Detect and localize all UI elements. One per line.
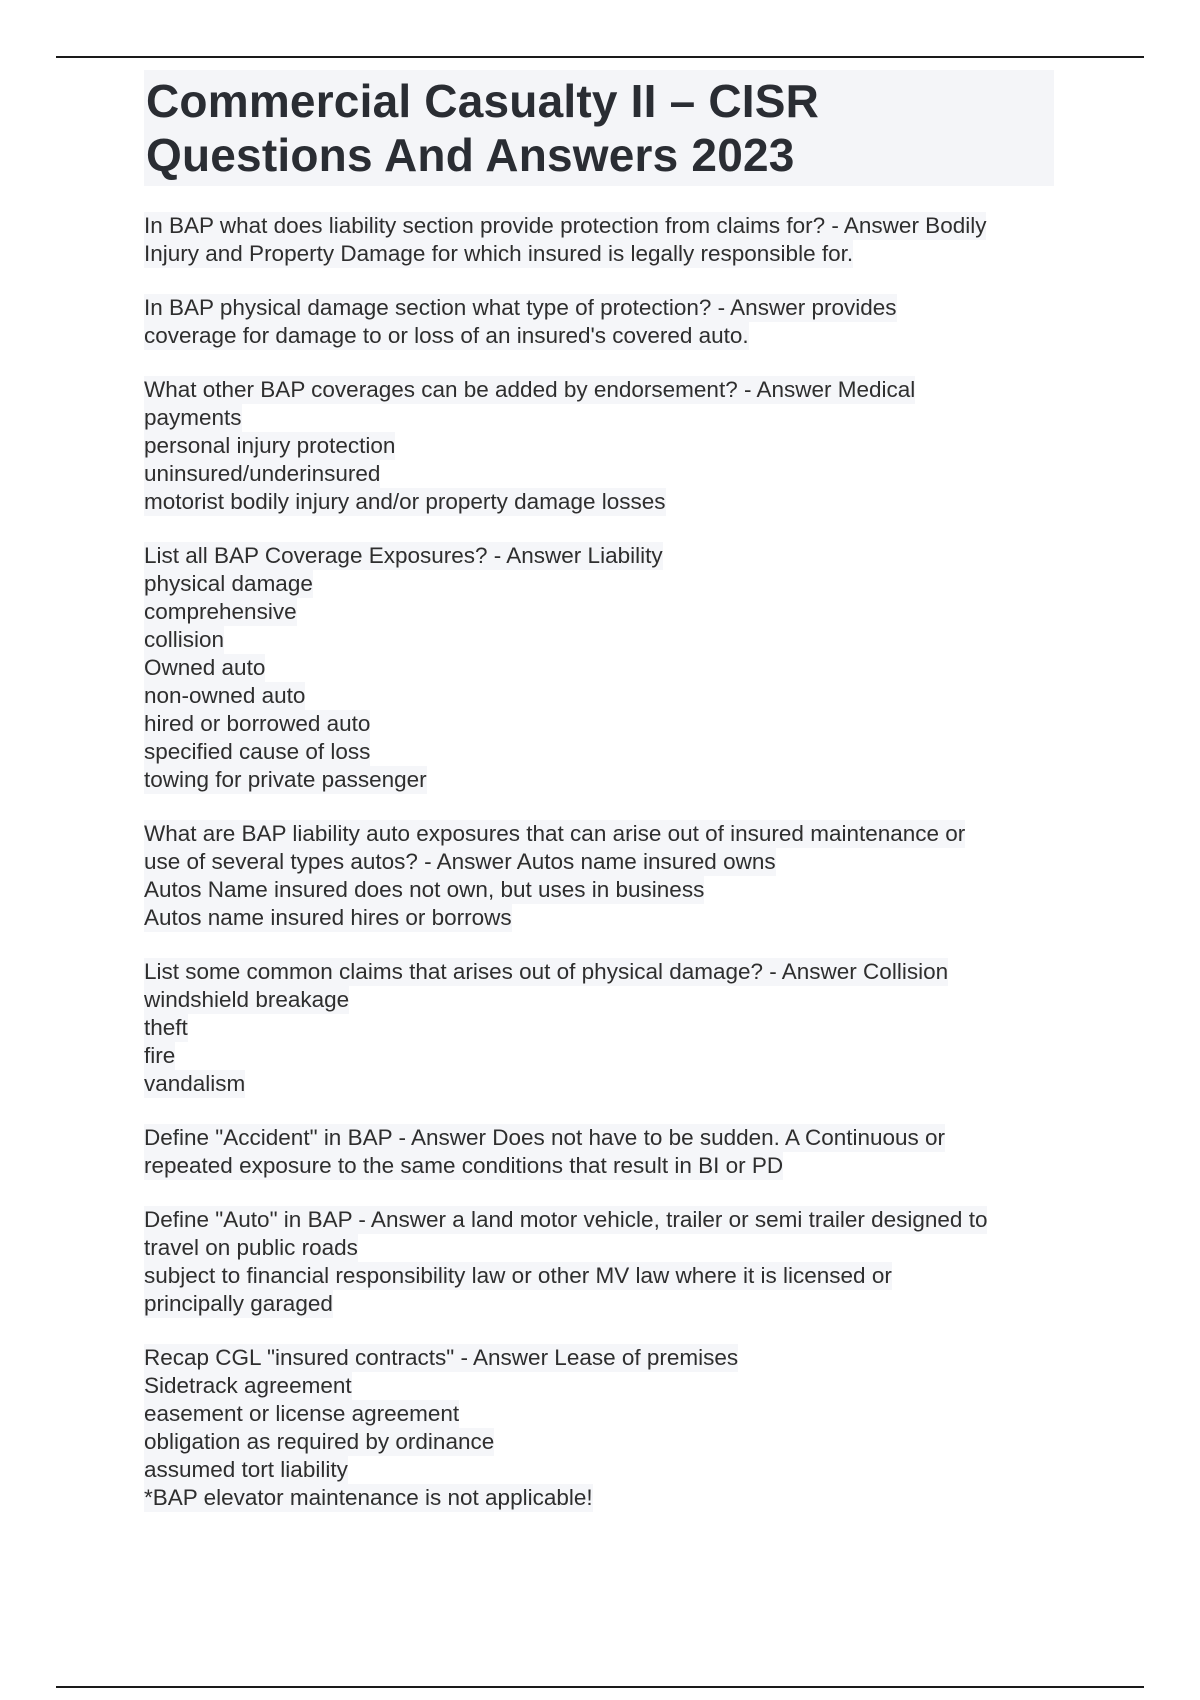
title-line-2: Questions And Answers 2023 (146, 129, 795, 181)
qa-answer-line: assumed tort liability (144, 1457, 348, 1482)
qa-answer-line: towing for private passenger (144, 767, 427, 792)
qa-answer-line: uninsured/underinsured (144, 461, 381, 486)
qa-answer-line: vandalism (144, 1071, 246, 1096)
qa-answer-line: obligation as required by ordinance (144, 1429, 495, 1454)
qa-question-line: Define "Accident" in BAP - Answer Does not have to be sudden. A Continuous or (144, 1125, 946, 1150)
document-title (144, 70, 1054, 186)
qa-question-line: Recap CGL "insured contracts" - Answer Lease of premises (144, 1345, 739, 1370)
qa-question-line: In BAP physical damage section what type of protection? - Answer provides (144, 295, 897, 320)
qa-answer-line: non-owned auto (144, 683, 306, 708)
qa-answer-line: payments (144, 405, 242, 430)
qa-answer-line: physical damage (144, 571, 313, 596)
qa-answer-line: coverage for damage to or loss of an insured's covered auto. (144, 323, 749, 348)
qa-question-line: What other BAP coverages can be added by endorsement? - Answer Medical (144, 377, 916, 402)
qa-item (144, 294, 1054, 350)
qa-answer-line: motorist bodily injury and/or property damage losses (144, 489, 666, 514)
qa-question-line: In BAP what does liability section provide protection from claims for? - Answer Bodily (144, 213, 987, 238)
qa-answer-line: easement or license agreement (144, 1401, 460, 1426)
qa-answer-line: collision (144, 627, 225, 652)
qa-answer-line: *BAP elevator maintenance is not applicable! (144, 1485, 593, 1510)
qa-answer-line: Owned auto (144, 655, 266, 680)
top-rule (56, 56, 1144, 58)
qa-answer-line: hired or borrowed auto (144, 711, 371, 736)
qa-answer-line: Autos name insured hires or borrows (144, 905, 512, 930)
qa-item (144, 820, 1054, 932)
qa-answer-line: theft (144, 1015, 188, 1040)
qa-item (144, 212, 1054, 268)
qa-answer-line: windshield breakage (144, 987, 350, 1012)
qa-answer-line: use of several types autos? - Answer Autos name insured owns (144, 849, 776, 874)
qa-answer-line: principally garaged (144, 1291, 333, 1316)
qa-answer-line: subject to financial responsibility law or other MV law where it is licensed or (144, 1263, 892, 1288)
qa-answer-line: specified cause of loss (144, 739, 371, 764)
bottom-rule (56, 1686, 1144, 1688)
qa-answer-line: travel on public roads (144, 1235, 358, 1260)
qa-list (144, 212, 1054, 1512)
qa-item (144, 1206, 1054, 1318)
qa-answer-line: fire (144, 1043, 176, 1068)
qa-question-line: Define "Auto" in BAP - Answer a land motor vehicle, trailer or semi trailer designed to (144, 1207, 988, 1232)
qa-answer-line: personal injury protection (144, 433, 396, 458)
qa-item (144, 376, 1054, 516)
qa-item (144, 958, 1054, 1098)
title-line-1: Commercial Casualty II – CISR (146, 75, 820, 127)
qa-item (144, 1344, 1054, 1512)
qa-answer-line: repeated exposure to the same conditions that result in BI or PD (144, 1153, 784, 1178)
qa-answer-line: comprehensive (144, 599, 297, 624)
qa-item (144, 1124, 1054, 1180)
qa-answer-line: Injury and Property Damage for which insured is legally responsible for. (144, 241, 854, 266)
qa-item (144, 542, 1054, 794)
qa-question-line: What are BAP liability auto exposures that can arise out of insured maintenance or (144, 821, 966, 846)
qa-answer-line: Autos Name insured does not own, but uses in business (144, 877, 705, 902)
qa-question-line: List all BAP Coverage Exposures? - Answer Liability (144, 543, 663, 568)
qa-question-line: List some common claims that arises out of physical damage? - Answer Collision (144, 959, 949, 984)
qa-answer-line: Sidetrack agreement (144, 1373, 352, 1398)
document-body (144, 70, 1054, 1538)
